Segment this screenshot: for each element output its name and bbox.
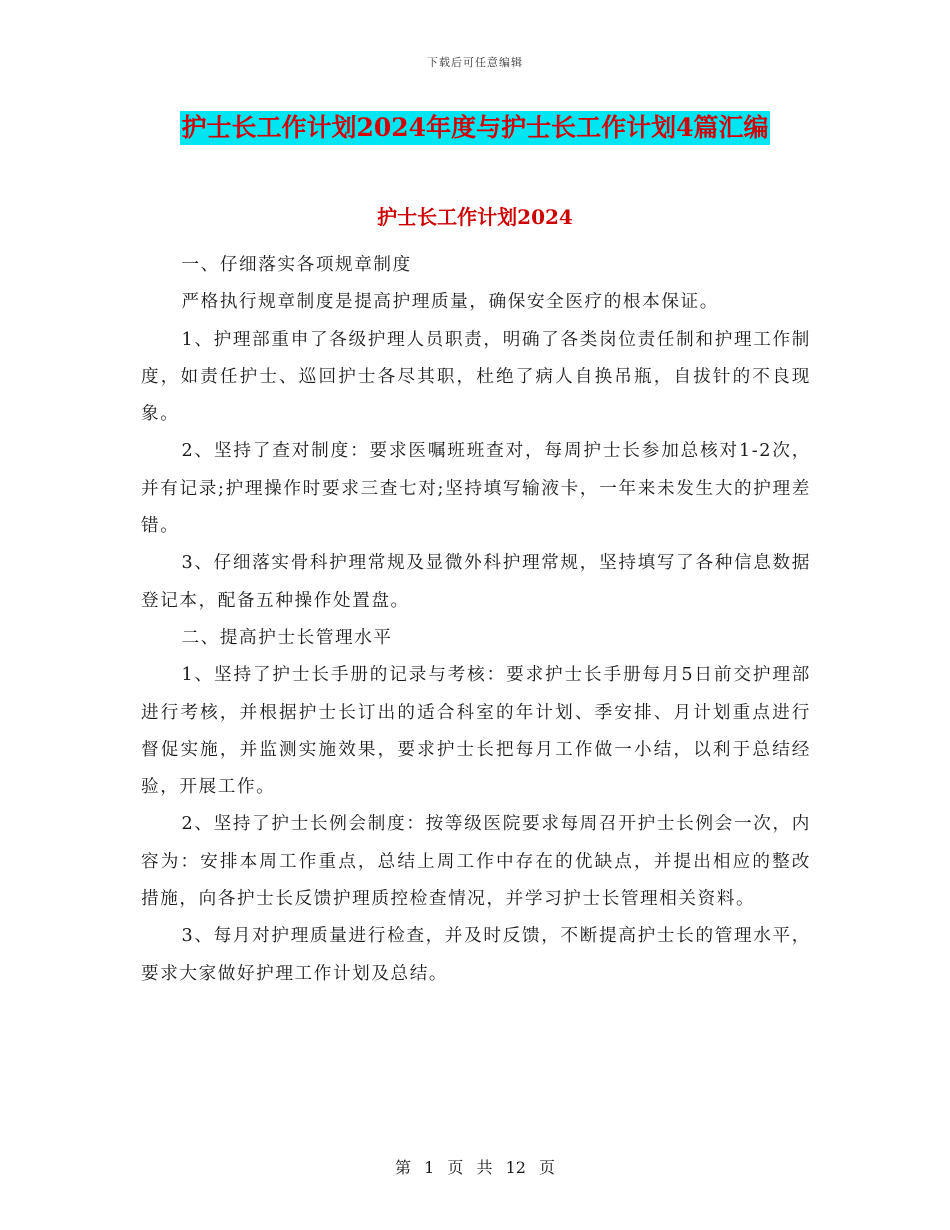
document-title-wrap xyxy=(0,111,950,145)
paragraph-item: 3、每月对护理质量进行检查，并及时反馈，不断提高护士长的管理水平，要求大家做好护理工作计划及总结。 xyxy=(141,926,811,984)
header-note: 下载后可任意编辑 xyxy=(427,56,523,69)
page-footer xyxy=(0,1155,950,1178)
footer-total-label: 共 xyxy=(476,1158,493,1177)
heading-1: 一、仔细落实各项规章制度 xyxy=(181,255,412,275)
paragraph-item: 2、坚持了查对制度：要求医嘱班班查对，每周护士长参加总核对1-2次，并有记录;护理操作时要求三查七对;坚持填写输液卡，一年来未发生大的护理差错。 xyxy=(141,441,811,537)
paragraph-item: 1、护理部重申了各级护理人员职责，明确了各类岗位责任制和护理工作制度，如责任护士、巡回护士各尽其职，杜绝了病人自换吊瓶，自拔针的不良现象。 xyxy=(141,329,811,425)
footer-page-number: 1 xyxy=(424,1158,435,1177)
document-title: 护士长工作计划2024年度与护士长工作计划4篇汇编 xyxy=(180,111,771,145)
paragraph-intro: 严格执行规章制度是提高护理质量，确保安全医疗的根本保证。 xyxy=(181,292,719,313)
document-body xyxy=(141,247,811,993)
footer-page-unit: 页 xyxy=(447,1158,464,1177)
heading-2: 二、提高护士长管理水平 xyxy=(181,627,393,648)
section-title: 护士长工作计划2024 xyxy=(377,205,573,229)
footer-total-pages: 12 xyxy=(505,1158,526,1177)
paragraph-item: 1、坚持了护士长手册的记录与考核：要求护士长手册每月5日前交护理部进行考核，并根据护士长订出的适合科室的年计划、季安排、月计划重点进行督促实施，并监测实施效果，要求护士长把每月工作做一小结，以利于总结经验，开展工作。 xyxy=(141,665,811,798)
paragraph-item: 3、仔细落实骨科护理常规及显微外科护理常规，坚持填写了各种信息数据登记本，配备五种操作处置盘。 xyxy=(141,553,811,611)
paragraph-item: 2、坚持了护士长例会制度：按等级医院要求每周召开护士长例会一次，内容为：安排本周工作重点，总结上周工作中存在的优缺点，并提出相应的整改措施，向各护士长反馈护理质控检查情况，并学习护士长管理相关资料。 xyxy=(141,814,811,910)
footer-page-label: 第 xyxy=(394,1158,411,1177)
footer-total-unit: 页 xyxy=(539,1158,556,1177)
